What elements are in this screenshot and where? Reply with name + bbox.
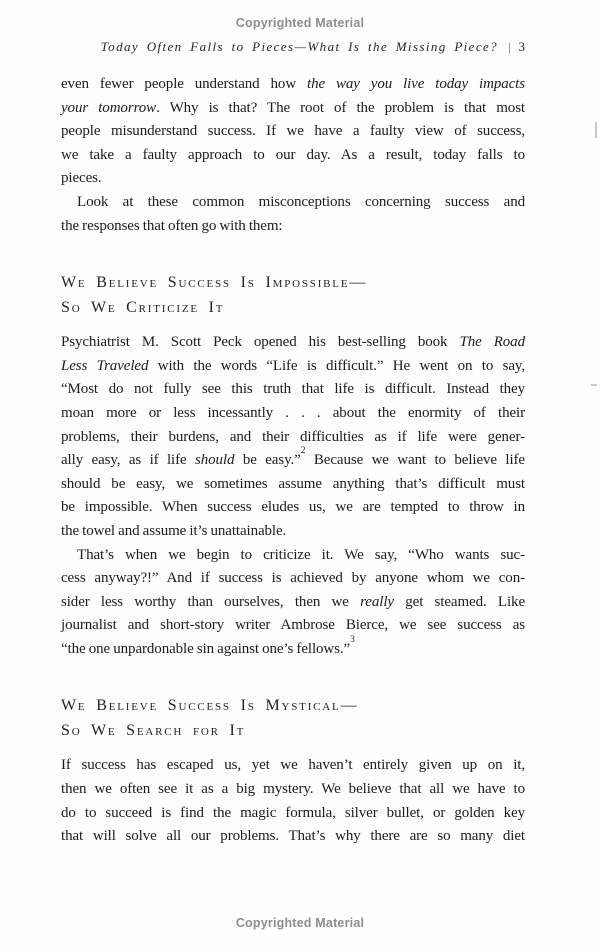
section-heading [61,693,525,743]
text-line: the responses that often go with them: [61,217,283,234]
text-line: we take a faulty approach to our day. As a result, today falls to [61,146,525,163]
text-line: sider less worthy than ourselves, then we really get steamed. Like [61,593,525,610]
text-line: “the one unpardonable sin against one’s fellows.”$^3$ [61,634,355,657]
text-line: Psychiatrist M. Scott Peck opened his best-selling book The Road [61,334,525,351]
heading-line: So We Search for It [61,722,246,740]
footnote-reference: 2 [300,446,306,457]
text-line: be impossible. When success eludes us, we are tempted to throw in [61,499,525,516]
page-number-separator: | [508,40,511,54]
paragraph [61,331,525,543]
text-line: even fewer people understand how the way you live today impacts [61,76,525,92]
chapter-title: Today Often Falls to Pieces—What Is the Missing Piece? [100,39,499,54]
text-line: That’s when we begin to criticize it. We say, “Who wants suc- [77,546,525,563]
text-line: Less Traveled with the words “Life is difficult.” He went on to say, [61,357,525,374]
footnote-reference: 3 [350,634,355,645]
text-line: the towel and assume it’s unattainable. [61,522,287,539]
paragraph [61,73,525,191]
text-line: then we often see it as a big mystery. We believe that all we have to [61,781,525,798]
text-line: journalist and short-story writer Ambrose Bierce, we see success as [61,617,525,634]
text-line: moan more or less incessantly . . . about the enormity of their [61,404,525,421]
copyright-notice-bottom: Copyrighted Material [235,916,365,930]
text-line: problems, their burdens, and their difficulties as if life were gener- [61,428,525,445]
text-line: cess anyway?!” And if success is achieved by anyone whom we con- [61,570,525,587]
text-line: If success has escaped us, yet we haven’t entirely given up on it, [61,757,525,774]
text-line: do to succeed is find the magic formula, silver bullet, or golden key [61,804,525,821]
copyright-notice-top: Copyrighted Material [235,16,365,30]
section-heading [61,270,525,320]
scan-artifact [591,384,597,386]
paragraph [61,544,525,662]
text-line: your tomorrow. Why is that? The root of the problem is that most [61,99,525,116]
text-block [61,73,525,849]
heading-line: So We Criticize It [61,299,225,317]
text-line: “Most do not fully see this truth that life is difficult. Instead they [61,381,525,398]
heading-line: We Believe Success Is Mystical— [61,697,359,715]
running-head [61,39,525,55]
text-line: pieces. [61,170,102,187]
heading-line: We Believe Success Is Impossible— [61,274,368,292]
paragraph [61,191,525,238]
text-line: ally easy, as if life should be easy.”$^2$ Because we want to believe life [61,446,525,469]
page-number: 3 [518,39,525,54]
text-line: people misunderstand success. If we have a faulty view of success, [61,123,525,140]
text-line: Look at these common misconceptions concerning success and [77,193,525,210]
text-line: should be easy, we sometimes assume anything that’s difficult must [61,475,525,492]
paragraph [61,754,525,848]
scan-artifact [595,122,597,138]
text-line: that will solve all our problems. That’s why there are so many diet [61,828,525,845]
